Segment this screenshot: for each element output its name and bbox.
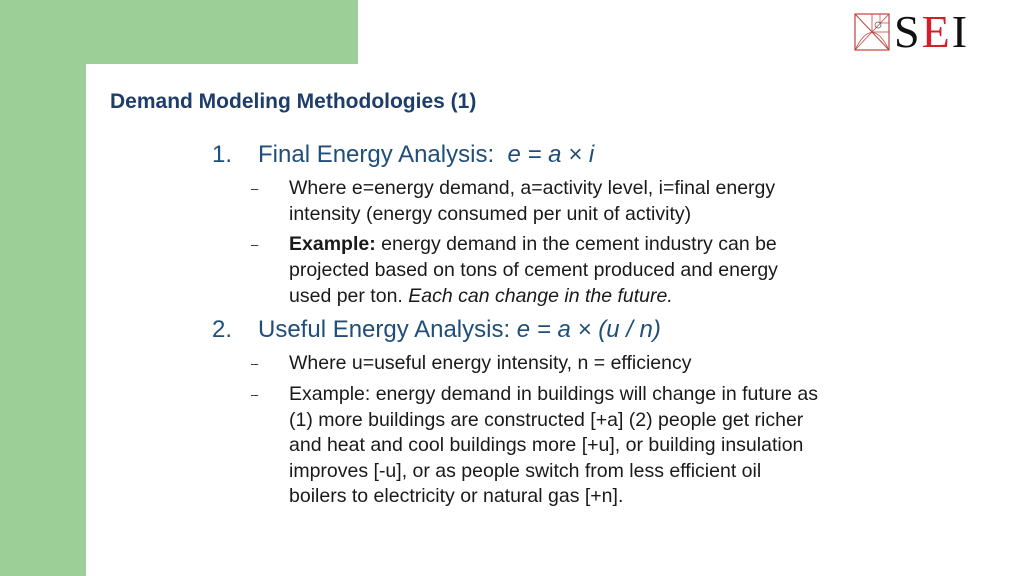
green-top-band: [0, 0, 358, 64]
item-1-bullet-2-line-3-italic: Each can change in the future.: [408, 285, 673, 307]
item-2-formula: e = a × (u / n): [516, 316, 661, 343]
sei-logo-text: [894, 8, 969, 56]
example-bold-lead: Example:: [289, 233, 376, 255]
slide-title: Demand Modeling Methodologies (1): [110, 90, 477, 113]
item-1-bullet-1-dash: –: [251, 181, 259, 196]
logo-letter-s: S: [894, 6, 922, 57]
item-1-bullet-1-line-2: intensity (energy consumed per unit of activity): [289, 203, 692, 225]
item-1-bullet-2-dash: –: [251, 237, 259, 252]
item-1-heading: [258, 141, 594, 169]
item-2-bullet-2-line-2: (1) more buildings are constructed [+a] (2) people get richer: [289, 409, 804, 431]
item-1-bullet-1-line-1: Where e=energy demand, a=activity level, i=final energy: [289, 177, 776, 199]
item-2-bullet-2-line-5: boilers to electricity or natural gas [+n].: [289, 485, 624, 507]
item-1-number: 1.: [212, 141, 233, 168]
item-1-formula: e = a × i: [507, 141, 595, 168]
sei-logo: [854, 6, 1014, 57]
item-1-bullet-2-line-1: [289, 233, 777, 256]
item-1-bullet-2-line-2: projected based on tons of cement produced and energy: [289, 259, 778, 281]
green-sidebar-band: [0, 0, 86, 576]
item-2-bullet-2-line-1: Example: energy demand in buildings will change in future as: [289, 383, 818, 405]
item-1-bullet-2-line-1-rest: energy demand in the cement industry can be: [375, 233, 777, 255]
item-2-bullet-2-dash: –: [251, 387, 259, 402]
logo-letter-e: E: [921, 6, 952, 57]
item-2-heading: [258, 316, 661, 344]
sei-logo-mark-icon: [854, 13, 890, 51]
item-2-bullet-1-dash: –: [251, 356, 259, 371]
item-1-bullet-2-line-3: [289, 285, 673, 308]
item-2-bullet-2-line-4: improves [-u], or as people switch from less efficient oil: [289, 460, 762, 482]
item-2-bullet-2-line-3: and heat and cool buildings more [+u], or building insulation: [289, 434, 804, 456]
item-1-bullet-2-line-3-plain: used per ton.: [289, 285, 409, 307]
logo-letter-i: I: [951, 6, 970, 57]
item-2-label: Useful Energy Analysis:: [258, 316, 511, 343]
item-2-number: 2.: [212, 316, 233, 343]
item-1-label: Final Energy Analysis:: [258, 141, 495, 168]
item-2-bullet-1-line-1: Where u=useful energy intensity, n = efficiency: [289, 352, 692, 374]
